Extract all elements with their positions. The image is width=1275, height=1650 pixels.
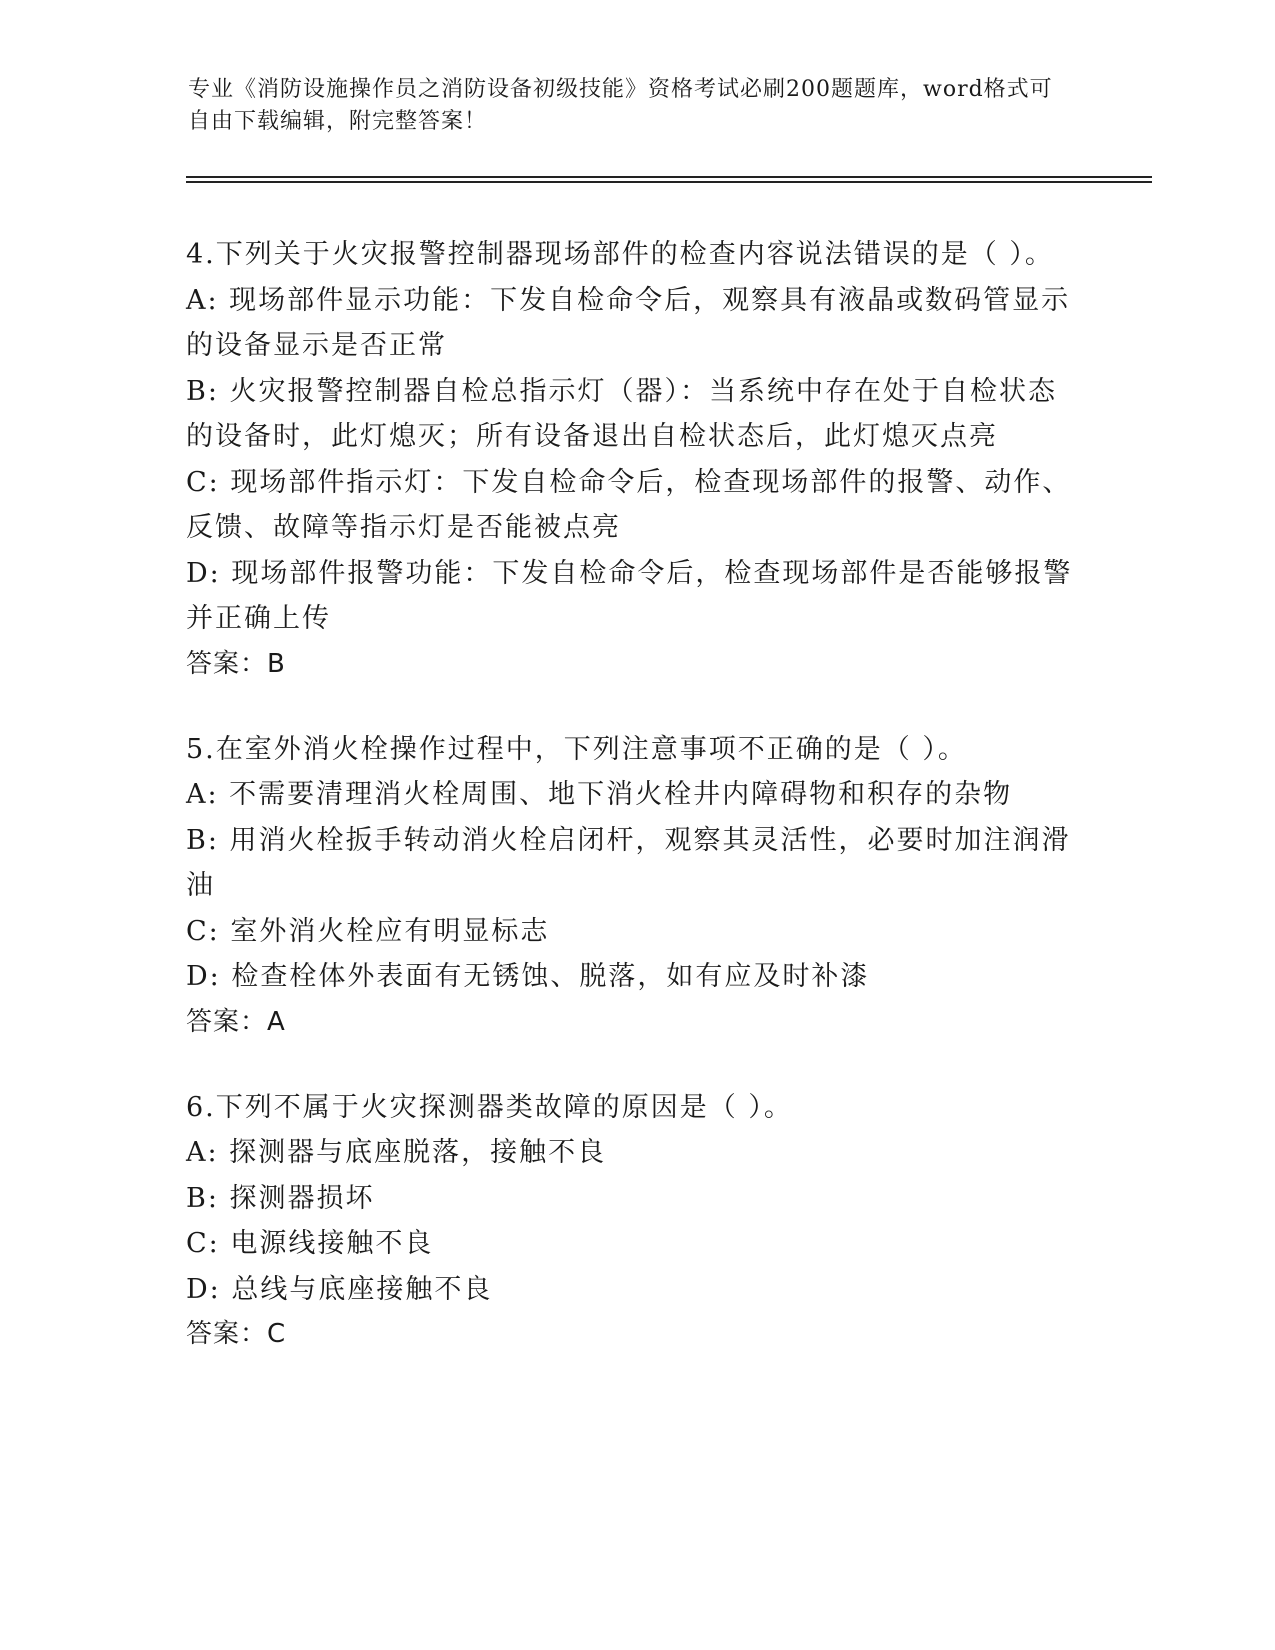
question-stem: 6.下列不属于火灾探测器类故障的原因是（ ）。 [186, 1091, 793, 1123]
answer: 答案：C [186, 1319, 287, 1349]
answer: 答案：A [186, 1006, 286, 1037]
header-divider-bottom [186, 181, 1152, 183]
option-b: B: 探测器损坏 [186, 1182, 375, 1214]
question-5 [186, 727, 1086, 1045]
question-list [186, 232, 1086, 1397]
option-c: C: 室外消火栓应有明显标志 [186, 915, 550, 947]
question-6 [186, 1085, 1086, 1358]
question-4 [186, 232, 1086, 687]
header-divider-top [186, 176, 1152, 178]
answer: 答案：B [186, 648, 286, 679]
option-c: C: 现场部件指示灯：下发自检命令后，检查现场部件的报警、动作、反馈、故障等指示灯是否能被点亮 [186, 466, 1072, 543]
option-a: A: 现场部件显示功能：下发自检命令后，观察具有液晶或数码管显示的设备显示是否正常 [186, 284, 1071, 361]
option-b: B: 用消火栓扳手转动消火栓启闭杆，观察其灵活性，必要时加注润滑油 [186, 824, 1071, 901]
option-d: D: 现场部件报警功能：下发自检命令后，检查现场部件是否能够报警并正确上传 [186, 557, 1073, 634]
option-a: A: 探测器与底座脱落，接触不良 [186, 1137, 607, 1168]
question-stem: 4.下列关于火灾报警控制器现场部件的检查内容说法错误的是（ ）。 [186, 239, 1054, 270]
question-stem: 5.在室外消火栓操作过程中，下列注意事项不正确的是（ ）。 [186, 733, 967, 765]
document-header: 专业《消防设施操作员之消防设备初级技能》资格考试必刷200题题库，word格式可自由下载编辑，附完整答案！ [188, 77, 1053, 134]
option-d: D: 检查栓体外表面有无锈蚀、脱落，如有应及时补漆 [186, 961, 870, 992]
option-c: C: 电源线接触不良 [186, 1228, 434, 1259]
option-d: D: 总线与底座接触不良 [186, 1273, 493, 1305]
option-b: B: 火灾报警控制器自检总指示灯（器）：当系统中存在处于自检状态的设备时，此灯熄灭；所有设备退出自检状态后，此灯熄灭点亮 [186, 375, 1058, 452]
option-a: A: 不需要清理消火栓周围、地下消火栓井内障碍物和积存的杂物 [186, 779, 1013, 810]
